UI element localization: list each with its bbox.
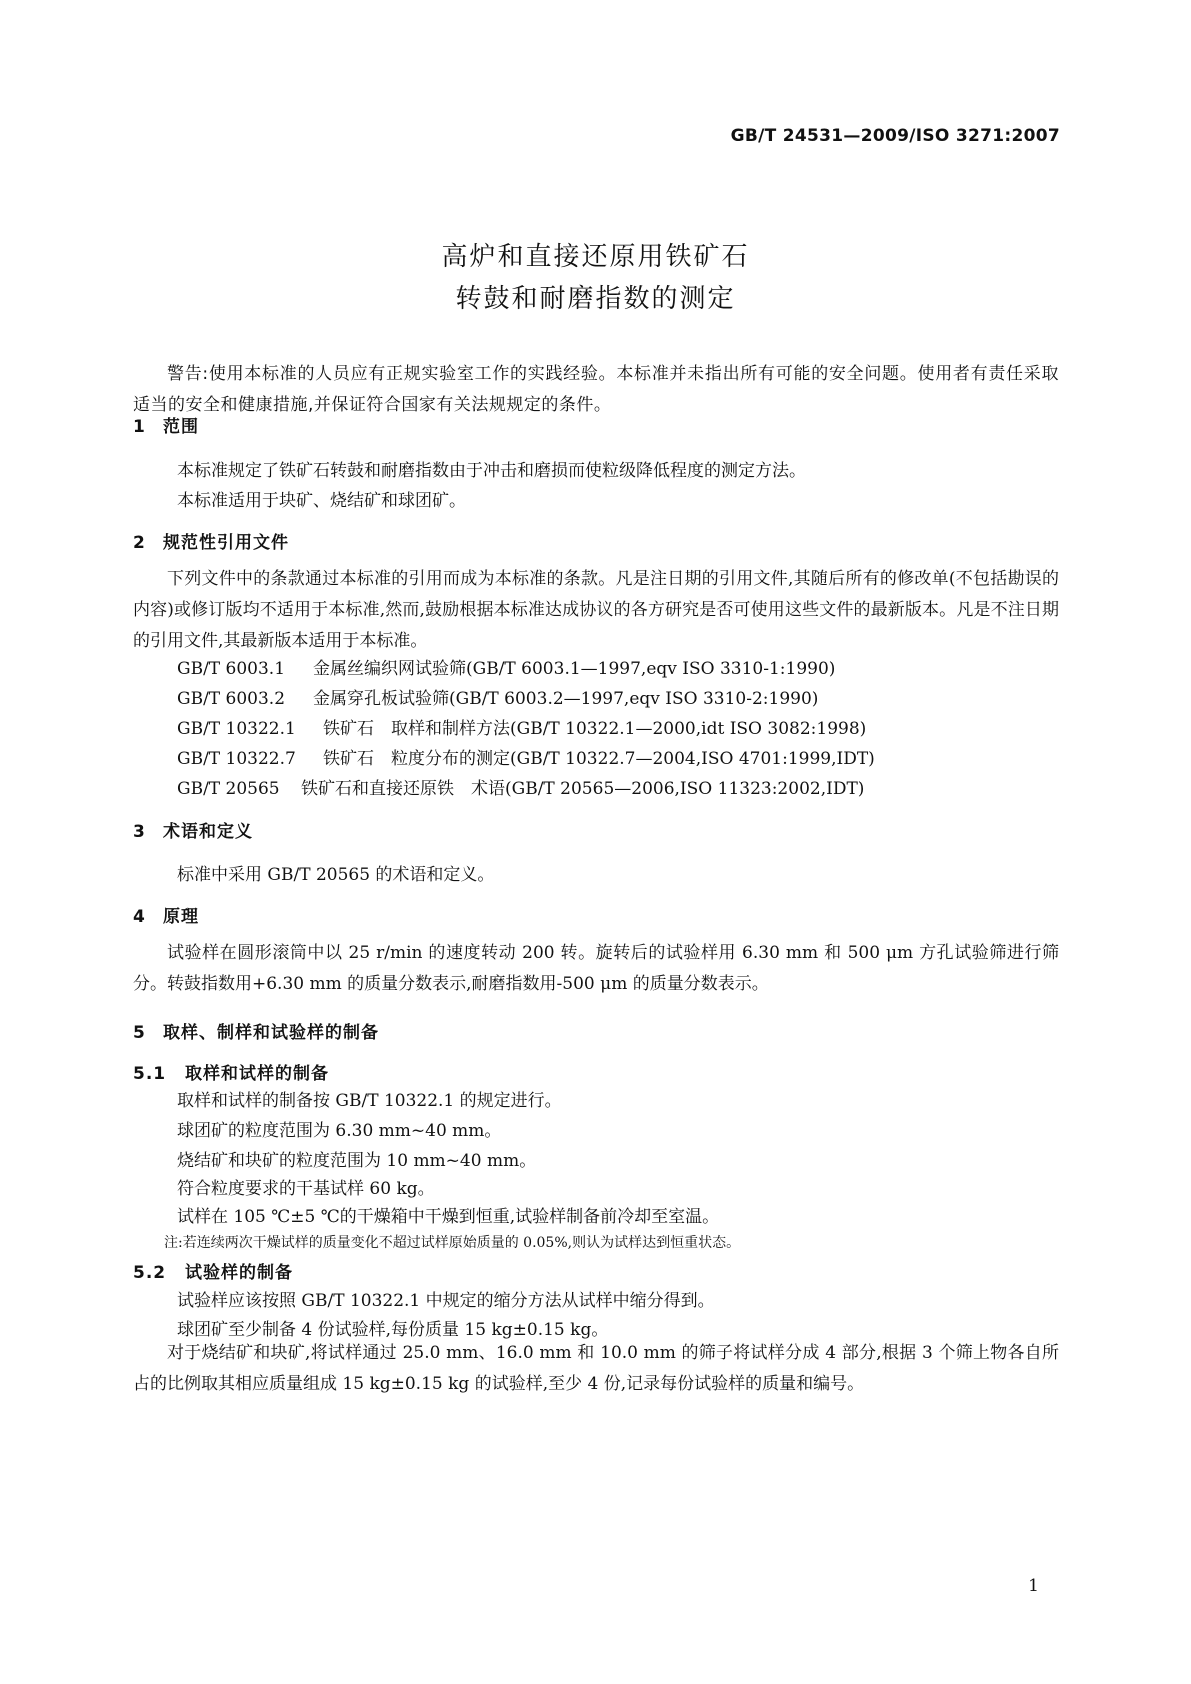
reference-code: GB/T 10322.7	[177, 749, 296, 769]
reference-text: 铁矿石 取样和制样方法(GB/T 10322.1—2000,idt ISO 3082:1998)	[323, 719, 867, 739]
section-2-intro: 下列文件中的条款通过本标准的引用而成为本标准的条款。凡是注日期的引用文件,其随后所有的修改单(不包括勘误的内容)或修订版均不适用于本标准,然而,鼓励根据本标准达成协议的各方研究是否可使用这些文件的最新版本。凡是不注日期的引用文件,其最新版本适用于本标准。	[133, 569, 1059, 651]
section-3-paragraph: 标准中采用 GB/T 20565 的术语和定义。	[177, 865, 495, 885]
reference-item	[177, 684, 818, 709]
section-5-1-heading	[133, 1059, 329, 1084]
section-5-1-line: 符合粒度要求的干基试样 60 kg。	[177, 1179, 435, 1199]
reference-code: GB/T 6003.1	[177, 659, 286, 679]
warning-paragraph: 警告:使用本标准的人员应有正规实验室工作的实践经验。本标准并未指出所有可能的安全问题。使用者有责任采取适当的安全和健康措施,并保证符合国家有关法规规定的条件。	[133, 364, 1059, 415]
section-5-2-line: 球团矿至少制备 4 份试验样,每份质量 15 kg±0.15 kg。	[177, 1320, 609, 1340]
section-4-paragraph: 试验样在圆形滚筒中以 25 r/min 的速度转动 200 转。旋转后的试验样用 6.30 mm 和 500 μm 方孔试验筛进行筛分。转鼓指数用+6.30 mm 的质量分数表示,耐磨指数用-500 μm 的质量分数表示。	[133, 943, 1059, 994]
section-2-heading	[133, 528, 289, 553]
section-number: 2	[133, 533, 146, 553]
document-title-line1: 高炉和直接还原用铁矿石	[441, 242, 750, 272]
reference-code: GB/T 10322.1	[177, 719, 296, 739]
section-title: 术语和定义	[163, 822, 253, 842]
section-5-2-heading	[133, 1258, 293, 1283]
section-3-heading	[133, 817, 253, 842]
section-number: 1	[133, 417, 146, 437]
section-title: 取样和试样的制备	[185, 1064, 329, 1084]
section-5-1-line: 球团矿的粒度范围为 6.30 mm~40 mm。	[177, 1121, 502, 1141]
reference-code: GB/T 6003.2	[177, 689, 286, 709]
reference-code: GB/T 20565	[177, 779, 280, 799]
section-title: 试验样的制备	[185, 1263, 293, 1283]
section-1-heading	[133, 412, 199, 437]
section-5-1-line: 烧结矿和块矿的粒度范围为 10 mm~40 mm。	[177, 1151, 537, 1171]
section-title: 取样、制样和试验样的制备	[163, 1023, 379, 1043]
reference-item	[177, 654, 835, 679]
standard-number: GB/T 24531—2009/ISO 3271:2007	[730, 126, 1060, 146]
reference-text: 铁矿石和直接还原铁 术语(GB/T 20565—2006,ISO 11323:2002,IDT)	[301, 779, 865, 799]
section-5-1-line: 试样在 105 ℃±5 ℃的干燥箱中干燥到恒重,试验样制备前冷却至室温。	[177, 1207, 720, 1227]
reference-item	[177, 774, 864, 799]
reference-text: 金属穿孔板试验筛(GB/T 6003.2—1997,eqv ISO 3310-2:1990)	[313, 689, 819, 709]
section-1-paragraph-1: 本标准规定了铁矿石转鼓和耐磨指数由于冲击和磨损而使粒级降低程度的测定方法。	[177, 461, 806, 481]
section-number: 5.1	[133, 1064, 167, 1084]
section-number: 5.2	[133, 1263, 167, 1283]
section-5-1-note: 注:若连续两次干燥试样的质量变化不超过试样原始质量的 0.05%,则认为试样达到恒重状态。	[164, 1235, 741, 1251]
section-5-heading	[133, 1018, 379, 1043]
reference-item	[177, 714, 866, 739]
page-number: 1	[1028, 1576, 1039, 1596]
reference-item	[177, 744, 875, 769]
section-5-2-paragraph: 对于烧结矿和块矿,将试样通过 25.0 mm、16.0 mm 和 10.0 mm 的筛子将试样分成 4 部分,根据 3 个筛上物各自所占的比例取其相应质量组成 15 kg±0.15 kg 的试验样,至少 4 份,记录每份试验样的质量和编号。	[133, 1343, 1059, 1394]
section-number: 3	[133, 822, 146, 842]
reference-text: 金属丝编织网试验筛(GB/T 6003.1—1997,eqv ISO 3310-1:1990)	[313, 659, 836, 679]
section-4-heading	[133, 902, 199, 927]
section-number: 5	[133, 1023, 146, 1043]
section-5-2-line: 试验样应该按照 GB/T 10322.1 中规定的缩分方法从试样中缩分得到。	[177, 1291, 715, 1311]
section-5-1-line: 取样和试样的制备按 GB/T 10322.1 的规定进行。	[177, 1091, 562, 1111]
section-title: 范围	[163, 417, 199, 437]
document-title-line2: 转鼓和耐磨指数的测定	[455, 284, 736, 314]
section-title: 规范性引用文件	[163, 533, 289, 553]
section-number: 4	[133, 907, 146, 927]
reference-text: 铁矿石 粒度分布的测定(GB/T 10322.7—2004,ISO 4701:1999,IDT)	[323, 749, 875, 769]
section-1-paragraph-2: 本标准适用于块矿、烧结矿和球团矿。	[177, 491, 466, 511]
section-title: 原理	[163, 907, 199, 927]
